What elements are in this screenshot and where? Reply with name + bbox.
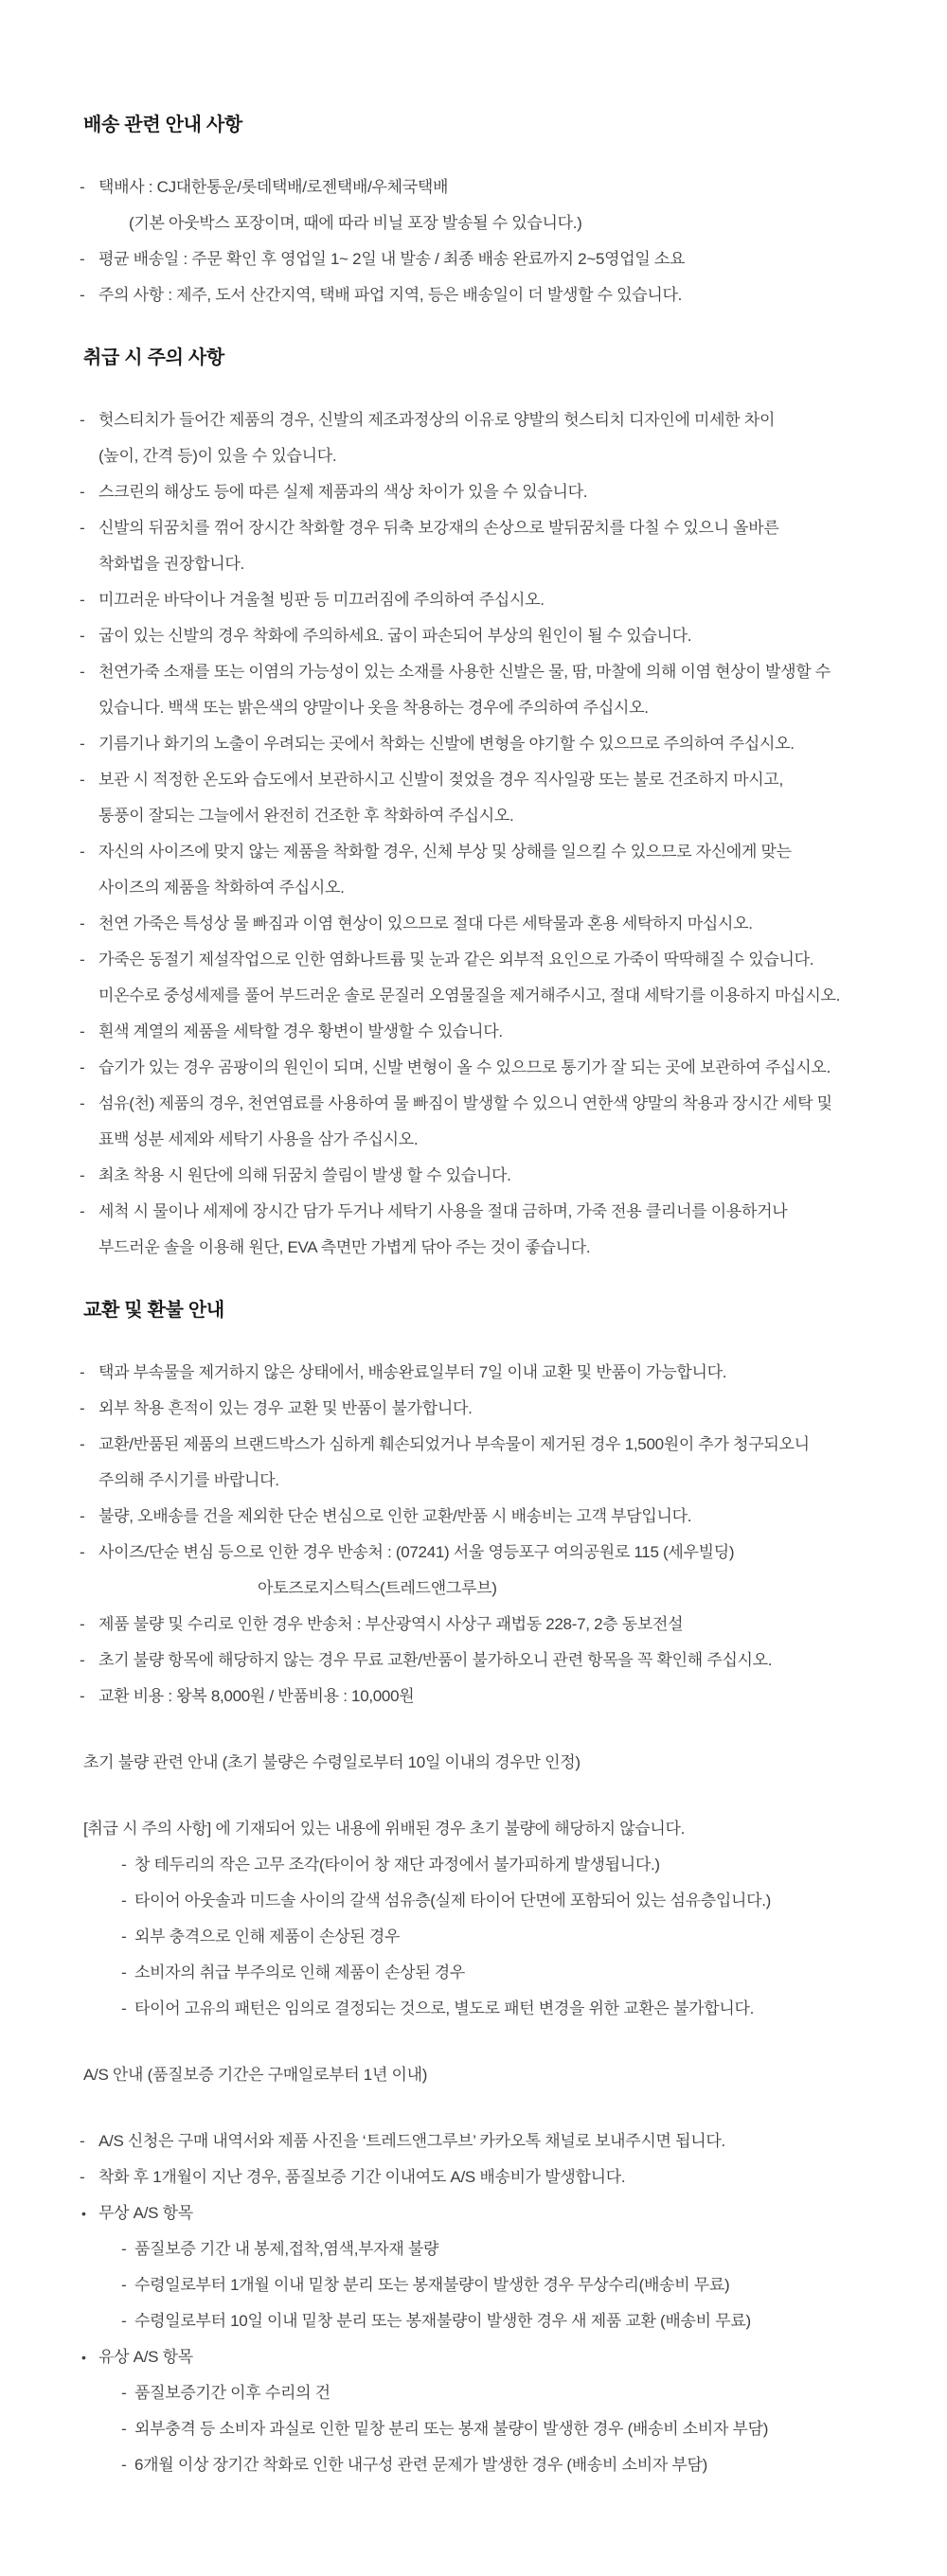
dash-bullet-marker: - — [80, 663, 85, 681]
sub-list-item — [0, 2231, 947, 2267]
dash-bullet-marker: - — [80, 627, 85, 645]
dash-bullet-marker: - — [80, 1058, 85, 1076]
line-text: 섬유(천) 제품의 경우, 천연염료를 사용하여 물 빠짐이 발생할 수 있으니 연한색 양말의 착용과 장시간 세탁 및 — [98, 1094, 832, 1112]
dash-bullet-marker: - — [80, 519, 85, 537]
line-text: 통풍이 잘되는 그늘에서 완전히 건조한 후 착화하여 주십시오. — [98, 807, 514, 825]
sub-list-item — [0, 1883, 947, 1919]
list-item — [0, 726, 947, 762]
sub-list-item — [0, 2375, 947, 2411]
line-text: 사이즈/단순 변심 등으로 인한 경우 반송처 : (07241) 서울 영등포구 여의공원로 115 (세우빌딩) — [98, 1543, 735, 1561]
line-text: 교환 및 환불 안내 — [83, 1300, 224, 1321]
dash-bullet-marker: - — [121, 2276, 127, 2294]
dash-bullet-marker: - — [80, 1435, 85, 1453]
list-item-continuation — [0, 1230, 947, 1266]
sub-list-item — [0, 1847, 947, 1883]
line-text: 기름기나 화기의 노출이 우려되는 곳에서 착화는 신발에 변형을 야기할 수 있으므로 주의하여 주십시오. — [98, 735, 795, 753]
dash-bullet-marker: - — [80, 1094, 85, 1112]
line-text: 흰색 계열의 제품을 세탁할 경우 황변이 발생할 수 있습니다. — [98, 1022, 503, 1040]
list-item — [0, 1643, 947, 1679]
sub-list-item — [0, 1955, 947, 1991]
dash-bullet-marker: - — [80, 1202, 85, 1220]
line-text: 무상 A/S 항목 — [98, 2204, 193, 2222]
list-item — [0, 1355, 947, 1391]
dash-bullet-marker: - — [80, 2132, 85, 2150]
dash-bullet-marker: - — [80, 591, 85, 609]
dash-bullet-marker: - — [121, 1999, 127, 2017]
line-text: 6개월 이상 장기간 착화로 인한 내구성 관련 문제가 발생한 경우 (배송비 소비자 부담) — [134, 2456, 707, 2474]
line-text: 소비자의 취급 부주의로 인해 제품이 손상된 경우 — [134, 1963, 465, 1981]
line-text: 초기 불량 항목에 해당하지 않는 경우 무료 교환/반품이 불가하오니 관련 항목을 꼭 확인해 주십시오. — [98, 1651, 773, 1669]
line-text: [취급 시 주의 사항] 에 기재되어 있는 내용에 위배된 경우 초기 불량에 해당하지 않습니다. — [83, 1820, 686, 1838]
line-text: 타이어 아웃솔과 미드솔 사이의 갈색 섬유층(실제 타이어 단면에 포함되어 있는 섬유층입니다.) — [134, 1892, 772, 1910]
line-text: 주의 사항 : 제주, 도서 산간지역, 택배 파업 지역, 등은 배송일이 더 발생할 수 있습니다. — [98, 286, 683, 304]
line-text: 사이즈의 제품을 착화하여 주십시오. — [98, 879, 345, 897]
as-category-heading — [0, 2339, 947, 2375]
line-text: 자신의 사이즈에 맞지 않는 제품을 착화할 경우, 신체 부상 및 상해를 일으킬 수 있으므로 자신에게 맞는 — [98, 843, 792, 861]
dash-bullet-marker: - — [80, 771, 85, 789]
dash-bullet-marker: - — [80, 843, 85, 861]
list-item — [0, 241, 947, 277]
list-item-continuation — [0, 205, 947, 241]
list-item — [0, 582, 947, 618]
list-item — [0, 169, 947, 205]
list-item — [0, 906, 947, 942]
line-text: 착화 후 1개월이 지난 경우, 품질보증 기간 이내여도 A/S 배송비가 발생합니다. — [98, 2168, 626, 2186]
dash-bullet-marker: - — [121, 1856, 127, 1874]
dash-bullet-marker: - — [80, 1687, 85, 1705]
list-item — [0, 2123, 947, 2159]
line-text: 외부충격 등 소비자 과실로 인한 밑창 분리 또는 봉재 불량이 발생한 경우 (배송비 소비자 부담) — [134, 2420, 769, 2438]
sub-list-item — [0, 2447, 947, 2483]
line-text: 택배사 : CJ대한통운/롯데택배/로젠택배/우체국택배 — [98, 178, 449, 196]
list-item — [0, 2159, 947, 2195]
sub-list-item — [0, 2303, 947, 2339]
line-text: 천연가죽 소재를 또는 이염의 가능성이 있는 소재를 사용한 신발은 물, 땀, 마찰에 의해 이염 현상이 발생할 수 — [98, 663, 831, 681]
section-heading — [0, 340, 947, 376]
line-text: 착화법을 권장합니다. — [98, 555, 244, 573]
list-item-continuation — [0, 546, 947, 582]
dash-bullet-marker: - — [121, 1963, 127, 1981]
dash-bullet-marker: - — [121, 2240, 127, 2258]
line-text: 습기가 있는 경우 곰팡이의 원인이 되며, 신발 변형이 올 수 있으므로 통기가 잘 되는 곳에 보관하여 주십시오. — [98, 1058, 831, 1076]
dash-bullet-marker: - — [80, 735, 85, 753]
dash-bullet-marker: - — [80, 1615, 85, 1633]
line-text: 미끄러운 바닥이나 겨울철 빙판 등 미끄러짐에 주의하여 주십시오. — [98, 591, 545, 609]
list-item — [0, 618, 947, 654]
line-text: 품질보증기간 이후 수리의 건 — [134, 2384, 331, 2402]
list-item — [0, 1158, 947, 1194]
list-item — [0, 1499, 947, 1535]
list-item — [0, 942, 947, 978]
line-text: 신발의 뒤꿈치를 꺾어 장시간 착화할 경우 뒤축 보강재의 손상으로 발뒤꿈치를 다칠 수 있으니 올바른 — [98, 519, 779, 537]
list-item-continuation — [0, 870, 947, 906]
list-item — [0, 510, 947, 546]
sub-list-item — [0, 1991, 947, 2027]
dash-bullet-marker: - — [80, 1166, 85, 1184]
list-item-continuation — [0, 690, 947, 726]
line-text: 세척 시 물이나 세제에 장시간 담가 두거나 세탁기 사용을 절대 금하며, 가죽 전용 클리너를 이용하거나 — [98, 1202, 788, 1220]
list-item — [0, 762, 947, 798]
line-text: 있습니다. 백색 또는 밝은색의 양말이나 옷을 착용하는 경우에 주의하여 주십시오. — [98, 699, 649, 717]
dash-bullet-marker: - — [121, 2456, 127, 2474]
list-item — [0, 1607, 947, 1643]
as-category-heading — [0, 2195, 947, 2231]
dash-bullet-marker: - — [121, 2384, 127, 2402]
list-item — [0, 834, 947, 870]
line-text: 택과 부속물을 제거하지 않은 상태에서, 배송완료일부터 7일 이내 교환 및 반품이 가능합니다. — [98, 1363, 727, 1381]
line-text: 평균 배송일 : 주문 확인 후 영업일 1~ 2일 내 발송 / 최종 배송 완료까지 2~5영업일 소요 — [98, 250, 686, 268]
notice-paragraph — [0, 1745, 947, 1781]
dash-bullet-marker: - — [80, 1363, 85, 1381]
list-item — [0, 654, 947, 690]
dash-bullet-marker: - — [80, 411, 85, 429]
dash-bullet-marker: - — [80, 950, 85, 968]
line-text: (기본 아웃박스 포장이며, 때에 따라 비닐 포장 발송될 수 있습니다.) — [129, 214, 582, 232]
section-heading — [0, 107, 947, 143]
dash-bullet-marker: - — [80, 2168, 85, 2186]
list-item-continuation — [0, 1122, 947, 1158]
dash-bullet-marker: - — [80, 1507, 85, 1525]
dash-bullet-marker: - — [80, 1651, 85, 1669]
line-text: 표백 성분 세제와 세탁기 사용을 삼가 주십시오. — [98, 1130, 419, 1148]
line-text: (높이, 간격 등)이 있을 수 있습니다. — [98, 447, 337, 465]
list-item — [0, 402, 947, 438]
list-item — [0, 1391, 947, 1427]
line-text: 취급 시 주의 사항 — [83, 347, 224, 368]
list-item-continuation — [0, 1571, 947, 1607]
list-item — [0, 1427, 947, 1463]
line-text: 유상 A/S 항목 — [98, 2348, 193, 2366]
dash-bullet-marker: - — [80, 286, 85, 304]
dash-bullet-marker: - — [121, 2420, 127, 2438]
line-text: 최초 착용 시 원단에 의해 뒤꿈치 쓸림이 발생 할 수 있습니다. — [98, 1166, 511, 1184]
dash-bullet-marker: - — [80, 250, 85, 268]
dash-bullet-marker: - — [80, 483, 85, 501]
line-text: 아토즈로지스틱스(트레드앤그루브) — [258, 1579, 497, 1597]
notice-paragraph — [0, 2057, 947, 2093]
sub-list-item — [0, 2411, 947, 2447]
line-text: 타이어 고유의 패턴은 임의로 결정되는 것으로, 별도로 패턴 변경을 위한 교환은 불가합니다. — [134, 1999, 755, 2017]
list-item — [0, 1535, 947, 1571]
list-item — [0, 1014, 947, 1050]
line-text: 불량, 오배송를 건을 제외한 단순 변심으로 인한 교환/반품 시 배송비는 고객 부담입니다. — [98, 1507, 692, 1525]
list-item-continuation — [0, 978, 947, 1014]
dash-bullet-marker: - — [121, 1892, 127, 1910]
section-heading — [0, 1292, 947, 1328]
list-item — [0, 277, 947, 313]
dash-bullet-marker: - — [80, 1022, 85, 1040]
line-text: 외부 충격으로 인해 제품이 손상된 경우 — [134, 1928, 401, 1945]
line-text: 부드러운 솔을 이용해 원단, EVA 측면만 가볍게 닦아 주는 것이 좋습니다. — [98, 1238, 591, 1256]
sub-list-item — [0, 2267, 947, 2303]
list-item — [0, 474, 947, 510]
line-text: 미온수로 중성세제를 풀어 부드러운 솔로 문질러 오염물질을 제거해주시고, 절대 세탁기를 이용하지 마십시오. — [98, 986, 840, 1004]
dash-bullet-marker: - — [80, 915, 85, 933]
list-item-continuation — [0, 798, 947, 834]
dash-bullet-marker: - — [121, 1928, 127, 1945]
line-text: 스크린의 해상도 등에 따른 실제 제품과의 색상 차이가 있을 수 있습니다. — [98, 483, 588, 501]
line-text: 배송 관련 안내 사항 — [83, 115, 242, 135]
list-item-continuation — [0, 438, 947, 474]
list-item — [0, 1086, 947, 1122]
dash-bullet-marker: - — [80, 1543, 85, 1561]
list-item — [0, 1050, 947, 1086]
line-text: 교환 비용 : 왕복 8,000원 / 반품비용 : 10,000원 — [98, 1687, 415, 1705]
line-text: 가죽은 동절기 제설작업으로 인한 염화나트륨 및 눈과 같은 외부적 요인으로 가죽이 딱딱해질 수 있습니다. — [98, 950, 814, 968]
dash-bullet-marker: - — [80, 178, 85, 196]
line-text: 보관 시 적정한 온도와 습도에서 보관하시고 신발이 젖었을 경우 직사일광 또는 불로 건조하지 마시고, — [98, 771, 783, 789]
dash-bullet-marker: - — [80, 1399, 85, 1417]
line-text: A/S 신청은 구매 내역서와 제품 사진을 ‘트레드앤그루브’ 카카오톡 채널로 보내주시면 됩니다. — [98, 2132, 725, 2150]
list-item — [0, 1194, 947, 1230]
list-item — [0, 1679, 947, 1714]
dot-bullet-marker: • — [81, 2350, 86, 2365]
line-text: 초기 불량 관련 안내 (초기 불량은 수령일로부터 10일 이내의 경우만 인정) — [83, 1753, 581, 1771]
notice-paragraph — [0, 1811, 947, 1847]
line-text: 천연 가죽은 특성상 물 빠짐과 이염 현상이 있으므로 절대 다른 세탁물과 혼용 세탁하지 마십시오. — [98, 915, 753, 933]
dash-bullet-marker: - — [121, 2312, 127, 2330]
line-text: 주의해 주시기를 바랍니다. — [98, 1471, 279, 1489]
line-text: 헛스티치가 들어간 제품의 경우, 신발의 제조과정상의 이유로 양발의 헛스티치 디자인에 미세한 차이 — [98, 411, 776, 429]
line-text: 외부 착용 흔적이 있는 경우 교환 및 반품이 불가합니다. — [98, 1399, 473, 1417]
line-text: 품질보증 기간 내 봉제,접착,염색,부자재 불량 — [134, 2240, 439, 2258]
line-text: 창 테두리의 작은 고무 조각(타이어 창 재단 과정에서 불가피하게 발생됩니다.) — [134, 1856, 660, 1874]
sub-list-item — [0, 1919, 947, 1955]
list-item-continuation — [0, 1463, 947, 1499]
line-text: 교환/반품된 제품의 브랜드박스가 심하게 훼손되었거나 부속물이 제거된 경우 1,500원이 추가 청구되오니 — [98, 1435, 810, 1453]
line-text: 수령일로부터 10일 이내 밑창 분리 또는 봉재불량이 발생한 경우 새 제품 교환 (배송비 무료) — [134, 2312, 751, 2330]
line-text: 제품 불량 및 수리로 인한 경우 반송처 : 부산광역시 사상구 괘법동 228-7, 2층 동보전설 — [98, 1615, 684, 1633]
line-text: 굽이 있는 신발의 경우 착화에 주의하세요. 굽이 파손되어 부상의 원인이 될 수 있습니다. — [98, 627, 692, 645]
line-text: A/S 안내 (품질보증 기간은 구매일로부터 1년 이내) — [83, 2066, 428, 2084]
dot-bullet-marker: • — [81, 2206, 86, 2221]
line-text: 수령일로부터 1개월 이내 밑창 분리 또는 봉재불량이 발생한 경우 무상수리(배송비 무료) — [134, 2276, 730, 2294]
